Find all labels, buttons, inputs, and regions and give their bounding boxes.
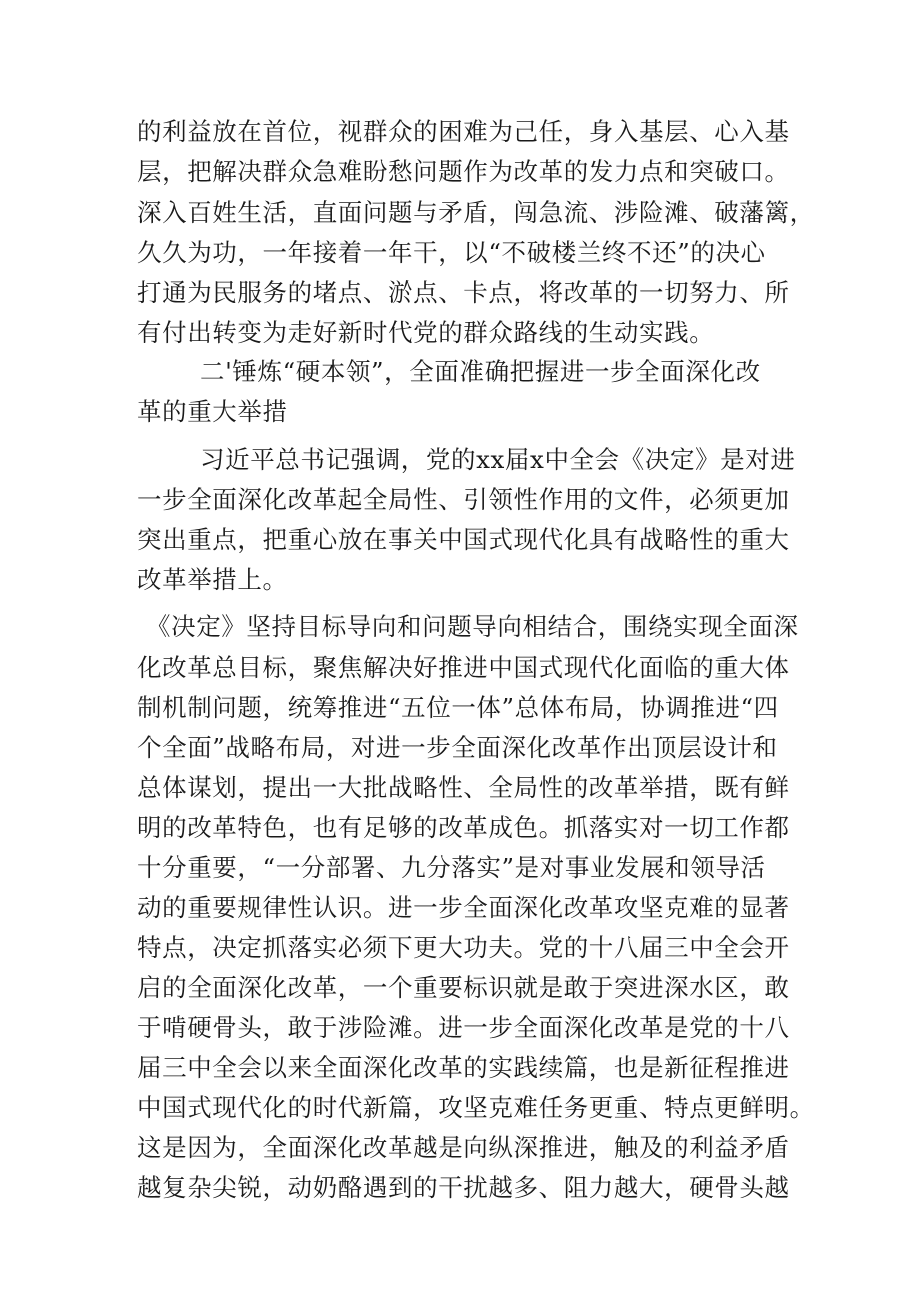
heading-line: 革的重大举措 [137, 397, 288, 426]
text-line: 十分重要，“一分部署、九分落实”是对事业发展和领导活 [137, 853, 766, 882]
text-line: 深入百姓生活，直面问题与矛盾，闯急流、涉险滩、破藩篱， [137, 198, 815, 227]
text-line: 改革举措上。 [137, 565, 288, 594]
text-line: 有付出转变为走好新时代党的群众路线的生动实践。 [137, 318, 715, 347]
text-line: 这是因为，全面深化改革越是向纵深推进，触及的利益矛盾 [137, 1133, 790, 1162]
text-line: 中国式现代化的时代新篇，攻坚克难任务更重、特点更鲜明。 [137, 1093, 815, 1122]
text-line: 届三中全会以来全面深化改革的实践续篇，也是新征程推进 [137, 1053, 790, 1082]
text-line: 久久为功，一年接着一年干，以“不破楼兰终不还”的决心 [137, 238, 766, 267]
text-line: 层，把解决群众急难盼愁问题作为改革的发力点和突破口。 [137, 157, 790, 186]
text-line: 打通为民服务的堵点、淤点、卡点，将改革的一切努力、所 [137, 278, 790, 307]
text-line: 动的重要规律性认识。进一步全面深化改革攻坚克难的显著 [137, 893, 790, 922]
text-line: 习近平总书记强调，党的xx届x中全会《决定》是对进 [200, 445, 796, 474]
text-line: 启的全面深化改革，一个重要标识就是敢于突进深水区，敢 [137, 973, 790, 1002]
text-line: 《决定》坚持目标导向和问题导向相结合，围绕实现全面深 [146, 612, 799, 641]
text-line: 越复杂尖锐，动奶酪遇到的干扰越多、阻力越大，硬骨头越 [137, 1173, 790, 1202]
text-line: 化改革总目标，聚焦解决好推进中国式现代化面临的重大体 [137, 653, 790, 682]
text-line: 制机制问题，统筹推进“五位一体”总体布局，协调推进“四 [137, 693, 779, 722]
text-line: 特点，决定抓落实必须下更大功夫。党的十八届三中全会开 [137, 933, 790, 962]
text-line: 的利益放在首位，视群众的困难为己任，身入基层、心入基 [137, 117, 790, 146]
text-line: 明的改革特色，也有足够的改革成色。抓落实对一切工作都 [137, 813, 790, 842]
text-line: 一步全面深化改革起全局性、引领性作用的文件，必须更加 [137, 485, 790, 514]
text-line: 突出重点，把重心放在事关中国式现代化具有战略性的重大 [137, 525, 790, 554]
text-line: 总体谋划，提出一大批战略性、全局性的改革举措，既有鲜 [137, 773, 790, 802]
heading-line: 二'锤炼“硬本领”，全面准确把握进一步全面深化改 [200, 357, 761, 386]
text-line: 个全面”战略布局，对进一步全面深化改革作出顶层设计和 [137, 733, 778, 762]
text-line: 于啃硬骨头，敢于涉险滩。进一步全面深化改革是党的十八 [137, 1013, 790, 1042]
